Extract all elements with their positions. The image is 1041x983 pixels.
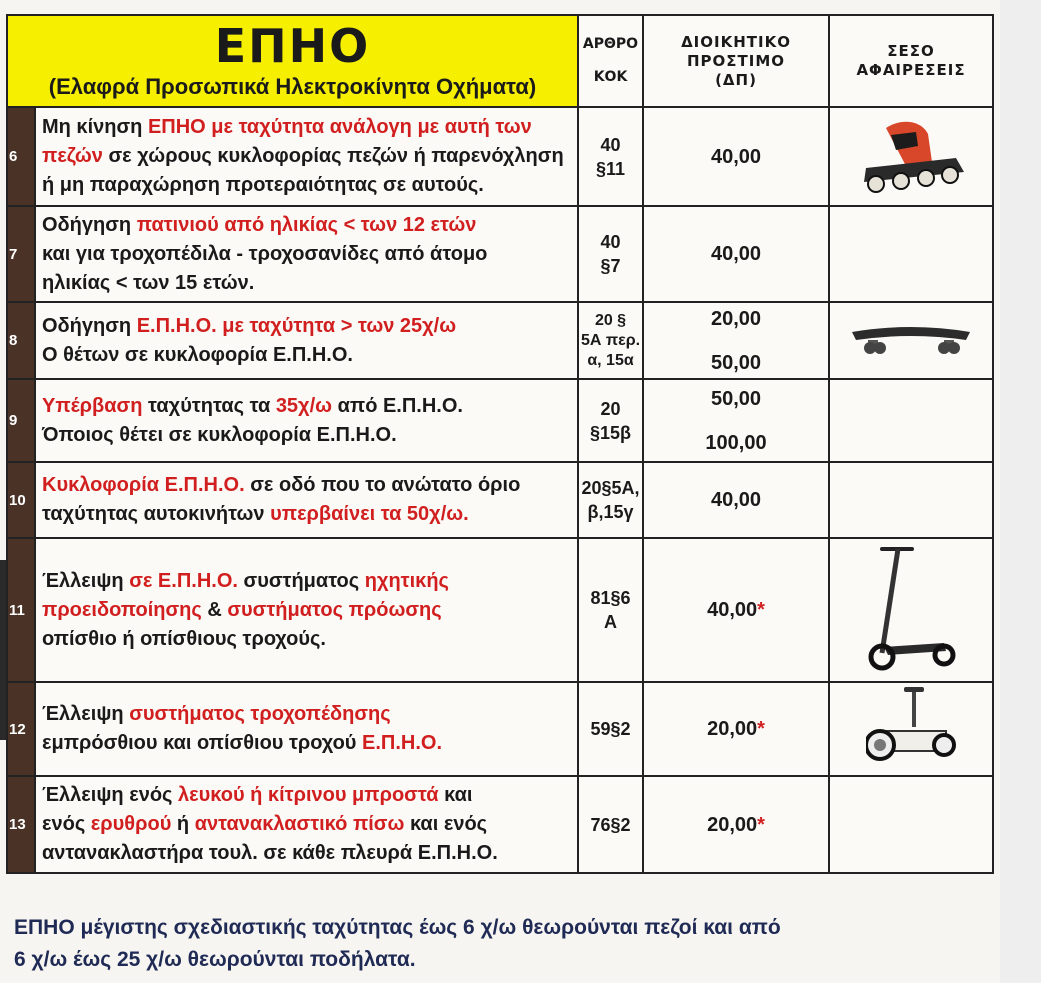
seizure-cell — [829, 302, 993, 379]
highlighted-text: Κυκλοφορία Ε.Π.Η.Ο. — [42, 474, 245, 496]
article-line: β,15γ — [587, 502, 634, 522]
fine-value — [644, 486, 828, 514]
fine-number: 20,00 — [707, 718, 758, 740]
fine-amount — [643, 379, 829, 462]
plain-text: σε χώρους κυκλοφορίας πεζών ή παρενόχληση — [102, 145, 564, 167]
seizure-cell — [829, 776, 993, 873]
description-line — [42, 729, 571, 758]
fine-amount — [643, 776, 829, 873]
description-line — [42, 567, 571, 596]
article-line: 76§2 — [590, 814, 631, 835]
seizure-header-line: ΣΕΣΟ — [887, 42, 935, 60]
fine-number: 40,00 — [707, 599, 758, 621]
article-line: α, 15α — [587, 351, 634, 369]
highlighted-text: πατινιού από ηλικίας < των 12 ετών — [136, 213, 477, 236]
highlighted-text: πεζών — [42, 145, 103, 167]
seizure-cell — [829, 682, 993, 776]
row-number: 12 — [7, 682, 35, 776]
plain-text: αντανακλαστήρα τουλ. σε κάθε πλευρά Ε.Π.Η.Ο. — [42, 842, 498, 864]
plain-text: συστήματος — [237, 569, 365, 592]
highlighted-text: αντανακλαστικό πίσω — [194, 813, 405, 835]
rollerblade-icon — [846, 185, 976, 202]
description-line — [42, 171, 571, 200]
seizure-header-line: ΑΦΑΙΡΕΣΕΙΣ — [856, 61, 966, 79]
fine-value — [644, 811, 828, 839]
fine-value — [644, 143, 828, 171]
article-line: 20 — [600, 398, 621, 419]
footer-line-1: ΕΠΗΟ μέγιστης σχεδιαστικής ταχύτητας έως 6 χ/ω θεωρούνται πεζοί και από — [14, 916, 781, 939]
plain-text: Όποιος θέτει σε κυκλοφορία Ε.Π.Η.Ο. — [42, 423, 397, 446]
article-reference — [578, 538, 643, 682]
plain-text: εμπρόσθιου και οπίσθιου τροχού — [42, 732, 362, 754]
highlighted-text: Ε.Π.Η.Ο. με ταχύτητα > των 25χ/ω — [136, 314, 457, 337]
article-reference — [578, 776, 643, 873]
article-line: §15β — [590, 422, 632, 443]
plain-text: ταχύτητας αυτοκινήτων — [42, 503, 271, 525]
highlighted-text: σε Ε.Π.Η.Ο. — [129, 569, 238, 592]
description-line — [42, 500, 571, 529]
plain-text: Έλλειψη — [42, 569, 130, 592]
violation-description — [35, 206, 578, 302]
row-number: 7 — [7, 206, 35, 302]
table-row — [7, 776, 993, 873]
violation-description — [35, 462, 578, 538]
fine-number: 50,00 — [710, 351, 762, 374]
plain-text: ή μη παραχώρηση προτεραιότητας σε αυτούς. — [42, 174, 484, 196]
plain-text: Οδήγηση — [42, 314, 137, 337]
description-line — [42, 142, 571, 171]
fine-value — [644, 240, 828, 268]
scooter-icon — [866, 660, 956, 677]
page-edge — [1000, 0, 1041, 983]
article-reference — [578, 682, 643, 776]
description-line — [42, 471, 571, 500]
description-line — [42, 625, 571, 654]
fine-amount — [643, 462, 829, 538]
table-row — [7, 462, 993, 538]
violation-description — [35, 379, 578, 462]
fine-number: 40,00 — [710, 243, 762, 265]
row-number: 6 — [7, 107, 35, 206]
plain-text: και ενός — [404, 813, 488, 835]
table-subtitle: (Ελαφρά Προσωπικά Ηλεκτροκίνητα Οχήματα) — [48, 74, 537, 99]
violation-description — [35, 538, 578, 682]
description-line — [42, 392, 571, 421]
plain-text: σε οδό που το ανώτατο όριο — [244, 474, 521, 496]
article-reference — [578, 302, 643, 379]
fine-number: 20,00 — [710, 307, 762, 330]
table-title-cell — [7, 15, 578, 107]
row-number: 13 — [7, 776, 35, 873]
plain-text: οπίσθιο ή οπίσθιους τροχούς. — [42, 627, 326, 650]
fine-asterisk: * — [757, 718, 765, 740]
fine-number: 50,00 — [710, 387, 762, 410]
highlighted-text: ερυθρού — [90, 813, 172, 835]
row-number: 8 — [7, 302, 35, 379]
plain-text: και για τροχοπέδιλα - τροχοσανίδες από άτομο — [42, 242, 488, 265]
footer-note — [14, 912, 1004, 976]
highlighted-text: συστήματος πρόωσης — [227, 598, 442, 621]
fine-amount — [643, 538, 829, 682]
article-header-line: ΑΡΘΡΟ — [582, 36, 639, 52]
highlighted-text: λευκού ή κίτρινου μπροστά — [178, 784, 439, 806]
table-row — [7, 206, 993, 302]
seizure-cell — [829, 379, 993, 462]
fine-header-line: ΔΙΟΙΚΗΤΙΚΟ — [681, 32, 791, 51]
article-line: 40 — [600, 134, 621, 155]
violation-description — [35, 302, 578, 379]
table-header-row — [7, 15, 993, 107]
article-reference — [578, 379, 643, 462]
highlighted-text: Υπέρβαση — [42, 394, 143, 417]
row-number: 9 — [7, 379, 35, 462]
description-line — [42, 810, 571, 839]
article-line: 20§5Α, — [581, 478, 640, 498]
description-line — [42, 781, 571, 810]
plain-text: Έλλειψη — [42, 703, 130, 725]
description-line — [42, 421, 571, 450]
seizure-cell — [829, 107, 993, 206]
violation-description — [35, 682, 578, 776]
highlighted-text: ηχητικής — [364, 569, 449, 592]
fine-asterisk: * — [757, 813, 765, 836]
seizure-cell — [829, 462, 993, 538]
plain-text: και — [438, 784, 473, 806]
skateboard-icon — [846, 345, 976, 362]
table-row — [7, 538, 993, 682]
fine-number: 40,00 — [710, 145, 762, 168]
plain-text: Οδήγηση — [42, 213, 137, 236]
table-row — [7, 302, 993, 379]
fine-value — [644, 429, 828, 457]
description-line — [42, 312, 571, 341]
fine-value — [644, 305, 828, 333]
row-number: 10 — [7, 462, 35, 538]
article-line: §11 — [595, 158, 626, 179]
highlighted-text: 35χ/ω — [275, 394, 333, 417]
table-row — [7, 682, 993, 776]
description-line — [42, 596, 571, 625]
table-title: ΕΠΗΟ — [214, 19, 371, 73]
fine-number: 20,00 — [707, 813, 758, 836]
article-header-line: ΚΟΚ — [593, 69, 628, 85]
seizure-cell — [829, 538, 993, 682]
row-number: 11 — [7, 538, 35, 682]
plain-text: από Ε.Π.Η.Ο. — [332, 394, 463, 417]
article-reference — [578, 206, 643, 302]
highlighted-text: υπερβαίνει τα 50χ/ω. — [270, 503, 469, 525]
plain-text: Μη κίνηση — [42, 116, 148, 138]
plain-text: ενός — [42, 813, 91, 835]
fines-table — [6, 14, 994, 874]
description-line — [42, 240, 571, 269]
article-line: §7 — [600, 256, 621, 276]
article-line: 59§2 — [590, 719, 631, 739]
fine-value — [644, 715, 828, 743]
fine-value — [644, 385, 828, 413]
fine-number: 40,00 — [710, 489, 762, 511]
article-line: Α — [604, 612, 618, 632]
article-line: 20 § — [594, 311, 627, 329]
table-row — [7, 379, 993, 462]
seizure-cell — [829, 206, 993, 302]
fine-amount — [643, 107, 829, 206]
description-line — [42, 269, 571, 298]
fine-amount — [643, 302, 829, 379]
fine-value — [644, 596, 828, 624]
highlighted-text: Ε.Π.Η.Ο. — [361, 732, 442, 754]
plain-text: Ο θέτων σε κυκλοφορία Ε.Π.Η.Ο. — [42, 343, 353, 366]
article-line: 5Α περ. — [580, 331, 641, 349]
plain-text: ή — [171, 813, 195, 835]
plain-text: & — [201, 598, 228, 621]
seizure-column-header — [829, 15, 993, 107]
fine-amount — [643, 682, 829, 776]
description-line — [42, 700, 571, 729]
highlighted-text: συστήματος τροχοπέδησης — [129, 703, 391, 725]
plain-text: ταχύτητας τα — [142, 394, 276, 417]
plain-text: Έλλειψη ενός — [42, 784, 178, 806]
highlighted-text: προειδοποίησης — [42, 598, 202, 621]
fine-column-header — [643, 15, 829, 107]
article-line: 40 — [600, 232, 621, 252]
fine-header-line: (ΔΠ) — [715, 70, 757, 89]
fine-value — [644, 349, 828, 377]
violation-description — [35, 776, 578, 873]
article-reference — [578, 462, 643, 538]
violation-description — [35, 107, 578, 206]
description-line — [42, 839, 571, 868]
highlighted-text: ΕΠΗΟ με ταχύτητα ανάλογη με αυτή των — [147, 116, 532, 138]
fine-asterisk: * — [757, 599, 765, 621]
table-row — [7, 107, 993, 206]
fine-number: 100,00 — [705, 431, 767, 454]
article-reference — [578, 107, 643, 206]
fine-amount — [643, 206, 829, 302]
plain-text: ηλικίας < των 15 ετών. — [42, 271, 255, 294]
description-line — [42, 341, 571, 370]
article-column-header — [578, 15, 643, 107]
footer-line-2: 6 χ/ω έως 25 χ/ω θεωρούνται ποδήλατα. — [14, 948, 416, 971]
description-line — [42, 211, 571, 240]
hoverboard-icon — [866, 756, 956, 773]
fine-header-line: ΠΡΟΣΤΙΜΟ — [686, 51, 786, 70]
article-line: 81§6 — [590, 588, 631, 608]
description-line — [42, 113, 571, 142]
